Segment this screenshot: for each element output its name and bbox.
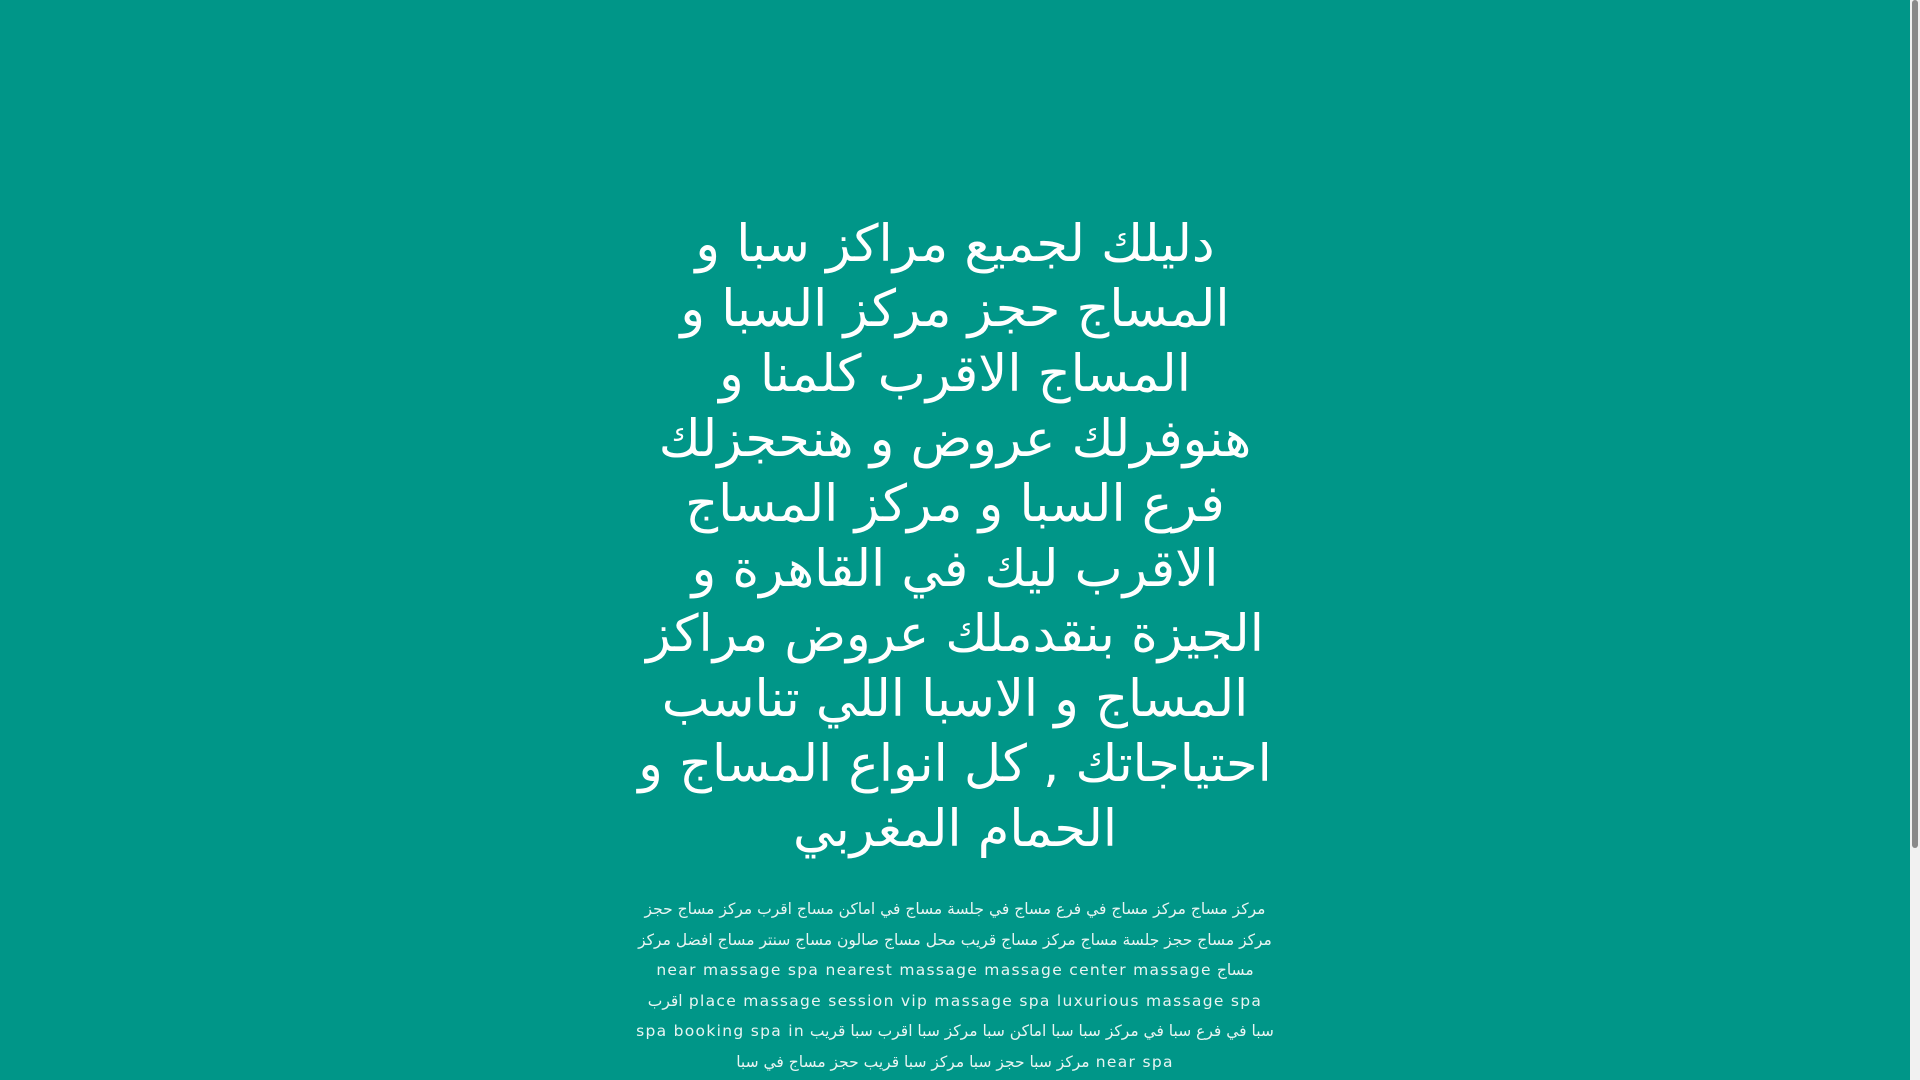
seo-keywords-text: مركز مساج مركز مساج في فرع مساج في جلسة مساج في اماكن مساج اقرب مركز مساج حجز مركز مساج حجز جلسة مساج مركز مساج قريب محل مساج صالون مساج سنتر مساج افضل مركز مساج near massage spa nearest massage massage center massage place massage session vip massage spa luxurious massage spa اقرب سبا في فرع سبا في مركز سبا سبا اماكن سبا مركز سبا اقرب سبا قريب spa booking spa in near spa مركز سبا حجز سبا مركز سبا قريب حجز مساج في سبا xyxy=(636,900,1274,1071)
scrollbar-thumb[interactable] xyxy=(1912,0,1918,848)
hero-content xyxy=(635,212,1275,1077)
vertical-scrollbar[interactable] xyxy=(1910,0,1920,1080)
hero-headline: دليلك لجميع مراكز سبا و المساج حجز مركز السبا و المساج الاقرب كلمنا و هنوفرلك عروض و هنحجزلك فرع السبا و مركز المساج الاقرب ليك في القاهرة و الجيزة بنقدملك عروض مراكز المساج و الاسبا اللي تناسب احتياجاتك , كل انواع المساج و الحمام المغربي xyxy=(638,215,1272,859)
